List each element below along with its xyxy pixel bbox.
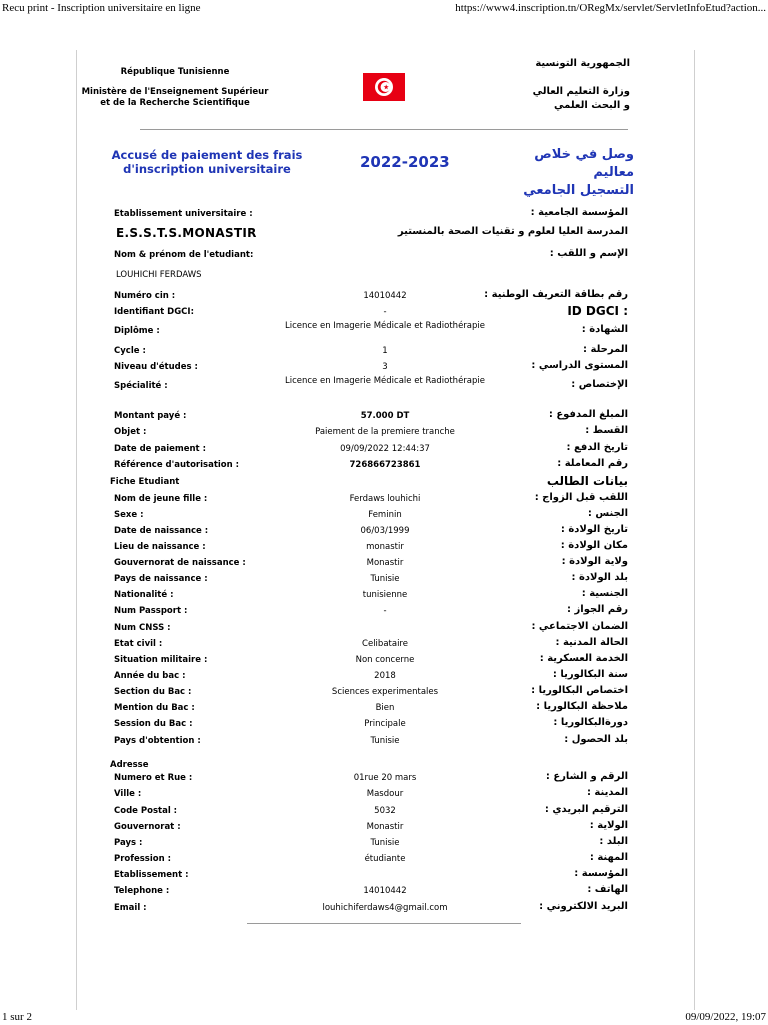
field-label-ar: المرحلة :	[583, 344, 628, 355]
field-label: Objet :	[114, 427, 147, 437]
field-label: Date de paiement :	[114, 444, 206, 454]
field-value: Bien	[375, 703, 395, 713]
print-page-url: https://www4.inscription.tn/ORegMx/servlet/ServletInfoEtud?action...	[455, 2, 766, 14]
field-value: Tunisie	[370, 838, 400, 848]
institution-name: E.S.S.T.S.MONASTIR	[116, 226, 257, 240]
field-label-ar: دورةالبكالوريا :	[553, 717, 628, 728]
field-value: tunisienne	[362, 590, 408, 600]
field-label-ar: المبلغ المدفوع :	[548, 409, 628, 420]
receipt-title-fr: Accusé de paiement des frais d'inscription universitaire	[111, 148, 303, 176]
field-label-ar: بلد الولادة :	[571, 572, 628, 583]
field-label-ar: بلد الحصول :	[564, 734, 628, 745]
field-value: étudiante	[364, 854, 406, 864]
student-file-heading-ar: بيانات الطالب	[546, 474, 628, 488]
field-label: Spécialité :	[114, 381, 168, 391]
student-file-heading: Fiche Etudiant	[110, 477, 180, 487]
print-datetime: 09/09/2022, 19:07	[685, 1011, 766, 1023]
divider	[140, 129, 628, 130]
field-label-ar: المؤسسة :	[574, 868, 628, 879]
field-label-ar: الرقم و الشارع :	[545, 771, 628, 782]
field-value: Feminin	[368, 510, 402, 520]
institution-label: Etablissement universitaire :	[114, 209, 253, 219]
field-label: Ville :	[114, 789, 142, 799]
field-label: Numéro cin :	[114, 291, 176, 301]
field-label: Date de naissance :	[114, 526, 209, 536]
field-value: Tunisie	[370, 736, 400, 746]
field-label-ar: ولاية الولادة :	[561, 556, 628, 567]
field-value: monastir	[366, 542, 404, 552]
field-label: Montant payé :	[114, 411, 187, 421]
field-label-ar: اختصاص البكالوريا :	[531, 685, 628, 696]
ministry-fr-line2: et de la Recherche Scientifique	[100, 98, 250, 108]
field-label: Profession :	[114, 854, 172, 864]
ministry-ar-line1: وزارة التعليم العالي	[532, 86, 630, 97]
field-label: Section du Bac :	[114, 687, 192, 697]
field-value: Monastir	[366, 822, 404, 832]
field-label: Année du bac :	[114, 671, 186, 681]
field-label-ar: رقم الجواز :	[567, 604, 628, 615]
field-label-ar: الجنس :	[587, 508, 628, 519]
academic-year: 2022-2023	[360, 153, 450, 171]
field-label-ar: : ID DGCI	[567, 304, 628, 318]
authorization-reference: 726866723861	[349, 460, 421, 470]
field-label: Référence d'autorisation :	[114, 460, 240, 470]
field-label: Diplôme :	[114, 326, 160, 336]
field-label-ar: الترقيم البريدي :	[544, 804, 628, 815]
field-label: Etablissement :	[114, 870, 189, 880]
field-label-ar: المهنة :	[589, 852, 628, 863]
institution-name-ar: المدرسة العليا لعلوم و تقنيات الصحة بالمنستير	[397, 226, 628, 237]
republic-ar: الجمهورية التونسية	[535, 58, 630, 69]
field-label-ar: القسط :	[585, 425, 628, 436]
field-label-ar: المدينة :	[586, 787, 628, 798]
field-label: Pays :	[114, 838, 143, 848]
field-value: Licence en Imagerie Médicale et Radiothérapie	[284, 376, 485, 386]
field-label: Num Passport :	[114, 606, 188, 616]
field-label: Nationalité :	[114, 590, 174, 600]
field-label-ar: ملاحظة البكالوريا :	[536, 701, 628, 712]
republic-fr: République Tunisienne	[120, 67, 230, 77]
field-label: Email :	[114, 903, 147, 913]
field-label: Numero et Rue :	[114, 773, 193, 783]
field-value: Monastir	[366, 558, 404, 568]
field-label-ar: المستوى الدراسي :	[531, 360, 628, 371]
institution-label-ar: المؤسسة الجامعية :	[530, 207, 628, 218]
field-value: Principale	[364, 719, 406, 729]
field-value: 06/03/1999	[360, 526, 410, 536]
field-value: 01rue 20 mars	[353, 773, 417, 783]
field-value: Ferdaws louhichi	[349, 494, 421, 504]
field-value: -	[383, 307, 387, 317]
field-label-ar: البريد الالكتروني :	[539, 901, 628, 912]
tunisia-flag-icon	[363, 73, 405, 101]
field-value: 5032	[374, 806, 396, 816]
field-label: Telephone :	[114, 886, 170, 896]
field-value: 3	[382, 362, 388, 372]
field-label: Niveau d'études :	[114, 362, 198, 372]
ministry-ar-line2: و البحث العلمي	[554, 100, 630, 111]
field-label-ar: سنة البكالوريا :	[552, 669, 628, 680]
field-label: Sexe :	[114, 510, 144, 520]
page-number: 1 sur 2	[2, 1011, 32, 1023]
field-value: 2018	[374, 671, 396, 681]
field-label-ar: رقم المعاملة :	[557, 458, 628, 469]
student-name-label-ar: الإسم و اللقب :	[549, 248, 628, 259]
divider	[247, 923, 521, 924]
field-label-ar: رقم بطاقة التعريف الوطنية :	[484, 289, 628, 300]
field-label: Gouvernorat :	[114, 822, 181, 832]
student-name: LOUHICHI FERDAWS	[116, 270, 202, 280]
field-value: Sciences experimentales	[331, 687, 439, 697]
print-header	[0, 2, 768, 16]
field-label-ar: الإختصاص :	[571, 379, 628, 390]
receipt-title-ar: وصل في خلاص معاليم التسجيل الجامعي	[523, 147, 634, 198]
print-footer	[0, 1011, 768, 1025]
field-label: Pays d'obtention :	[114, 736, 201, 746]
field-label: Code Postal :	[114, 806, 178, 816]
student-name-label: Nom & prénom de l'etudiant:	[114, 250, 254, 260]
field-value: 1	[382, 346, 388, 356]
field-value: 14010442	[363, 291, 407, 301]
ministry-fr-line1: Ministère de l'Enseignement Supérieur	[81, 87, 269, 97]
print-page-title: Recu print - Inscription universitaire en ligne	[2, 2, 201, 14]
field-value: Non concerne	[355, 655, 415, 665]
field-label: Identifiant DGCI:	[114, 307, 194, 317]
field-label-ar: اللقب قبل الزواج :	[534, 492, 628, 503]
field-value: Masdour	[366, 789, 404, 799]
field-label-ar: البلد :	[599, 836, 628, 847]
email-value: louhichiferdaws4@gmail.com	[322, 903, 448, 913]
field-label-ar: الخدمة العسكرية :	[539, 653, 628, 664]
field-value: Celibataire	[362, 639, 408, 649]
field-label: Num CNSS :	[114, 623, 171, 633]
field-label: Etat civil :	[114, 639, 163, 649]
field-value: 09/09/2022 12:44:37	[340, 444, 430, 454]
field-value: Paiement de la premiere tranche	[315, 427, 455, 437]
field-label: Nom de jeune fille :	[114, 494, 208, 504]
field-label: Cycle :	[114, 346, 146, 356]
field-label-ar: مكان الولادة :	[560, 540, 628, 551]
field-label-ar: تاريخ الدفع :	[566, 442, 628, 453]
field-label-ar: الجنسية :	[581, 588, 628, 599]
field-label-ar: الولاية :	[589, 820, 628, 831]
field-label: Lieu de naissance :	[114, 542, 206, 552]
field-value: Tunisie	[370, 574, 400, 584]
field-label: Pays de naissance :	[114, 574, 208, 584]
field-label-ar: الحالة المدنية :	[555, 637, 628, 648]
field-label: Gouvernorat de naissance :	[114, 558, 246, 568]
field-value: Licence en Imagerie Médicale et Radiothérapie	[284, 321, 485, 331]
field-value: 14010442	[363, 886, 407, 896]
field-label-ar: الهاتف :	[587, 884, 628, 895]
field-label: Situation militaire :	[114, 655, 208, 665]
field-label-ar: تاريخ الولادة :	[560, 524, 628, 535]
field-label: Mention du Bac :	[114, 703, 195, 713]
field-label-ar: الضمان الاجتماعي :	[531, 621, 628, 632]
field-label-ar: الشهادة :	[581, 324, 628, 335]
address-heading: Adresse	[110, 760, 149, 770]
field-value: -	[383, 606, 387, 616]
amount-paid: 57.000 DT	[360, 411, 410, 421]
field-label: Session du Bac :	[114, 719, 193, 729]
